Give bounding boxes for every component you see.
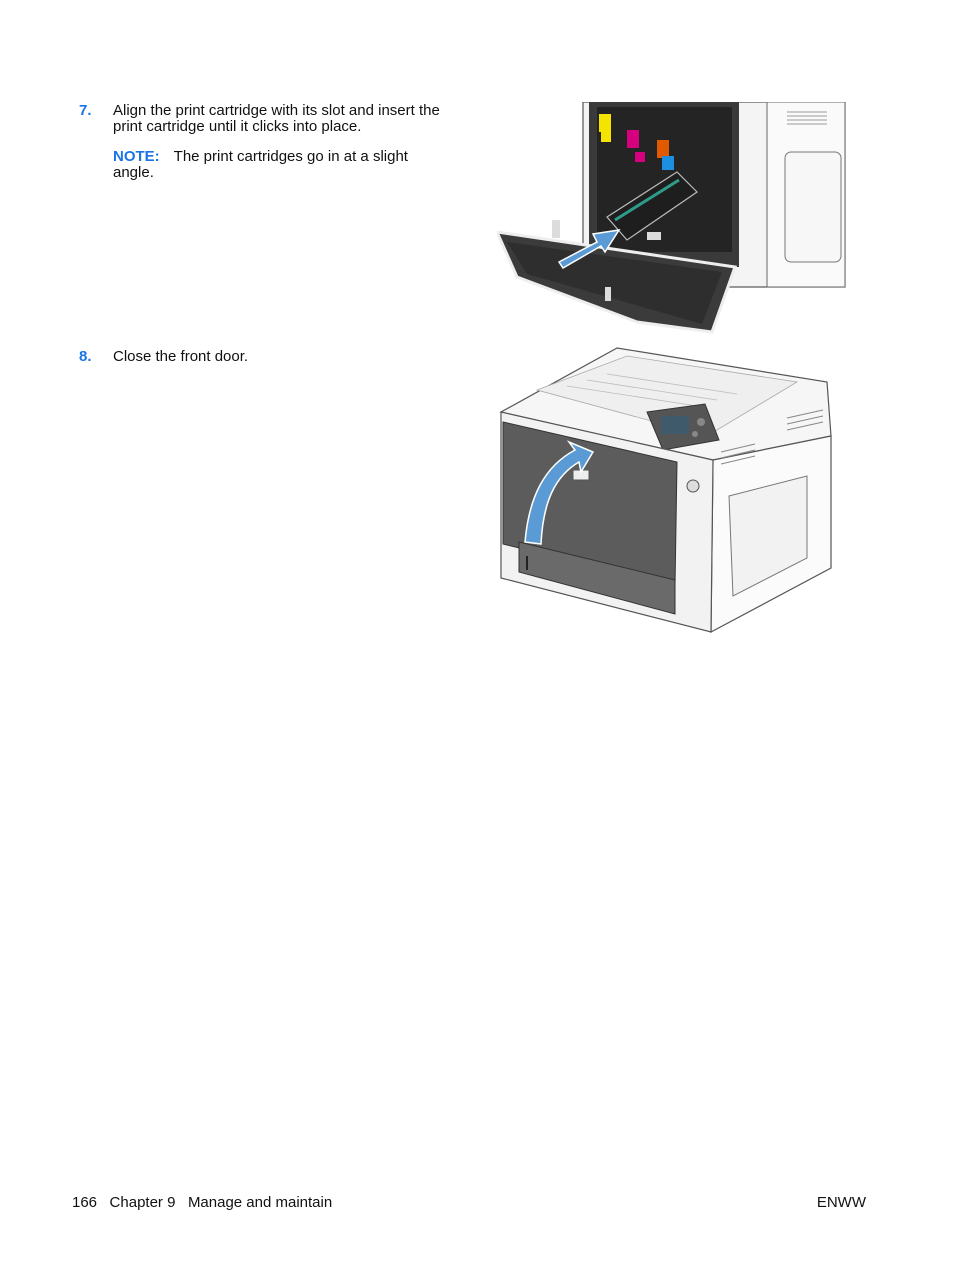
step-text: Align the print cartridge with its slot and insert the print cartridge until it clicks into place. xyxy=(113,102,440,135)
footer-right: ENWW xyxy=(816,1194,866,1211)
step-number: 8. xyxy=(79,348,92,365)
section-title: Manage and maintain xyxy=(187,1194,333,1211)
step-number: 7. xyxy=(79,102,92,119)
page-number: 166 xyxy=(72,1194,98,1211)
cartridge-insert-illustration xyxy=(497,102,847,334)
footer-left xyxy=(72,1194,332,1211)
note-label: NOTE: xyxy=(113,148,160,165)
close-front-door-illustration xyxy=(497,346,847,634)
note xyxy=(113,149,443,181)
chapter-label: Chapter 9 xyxy=(109,1194,176,1211)
note-text: The print cartridges go in at a slight angle. xyxy=(113,148,408,181)
step-text: Close the front door. xyxy=(113,348,249,365)
